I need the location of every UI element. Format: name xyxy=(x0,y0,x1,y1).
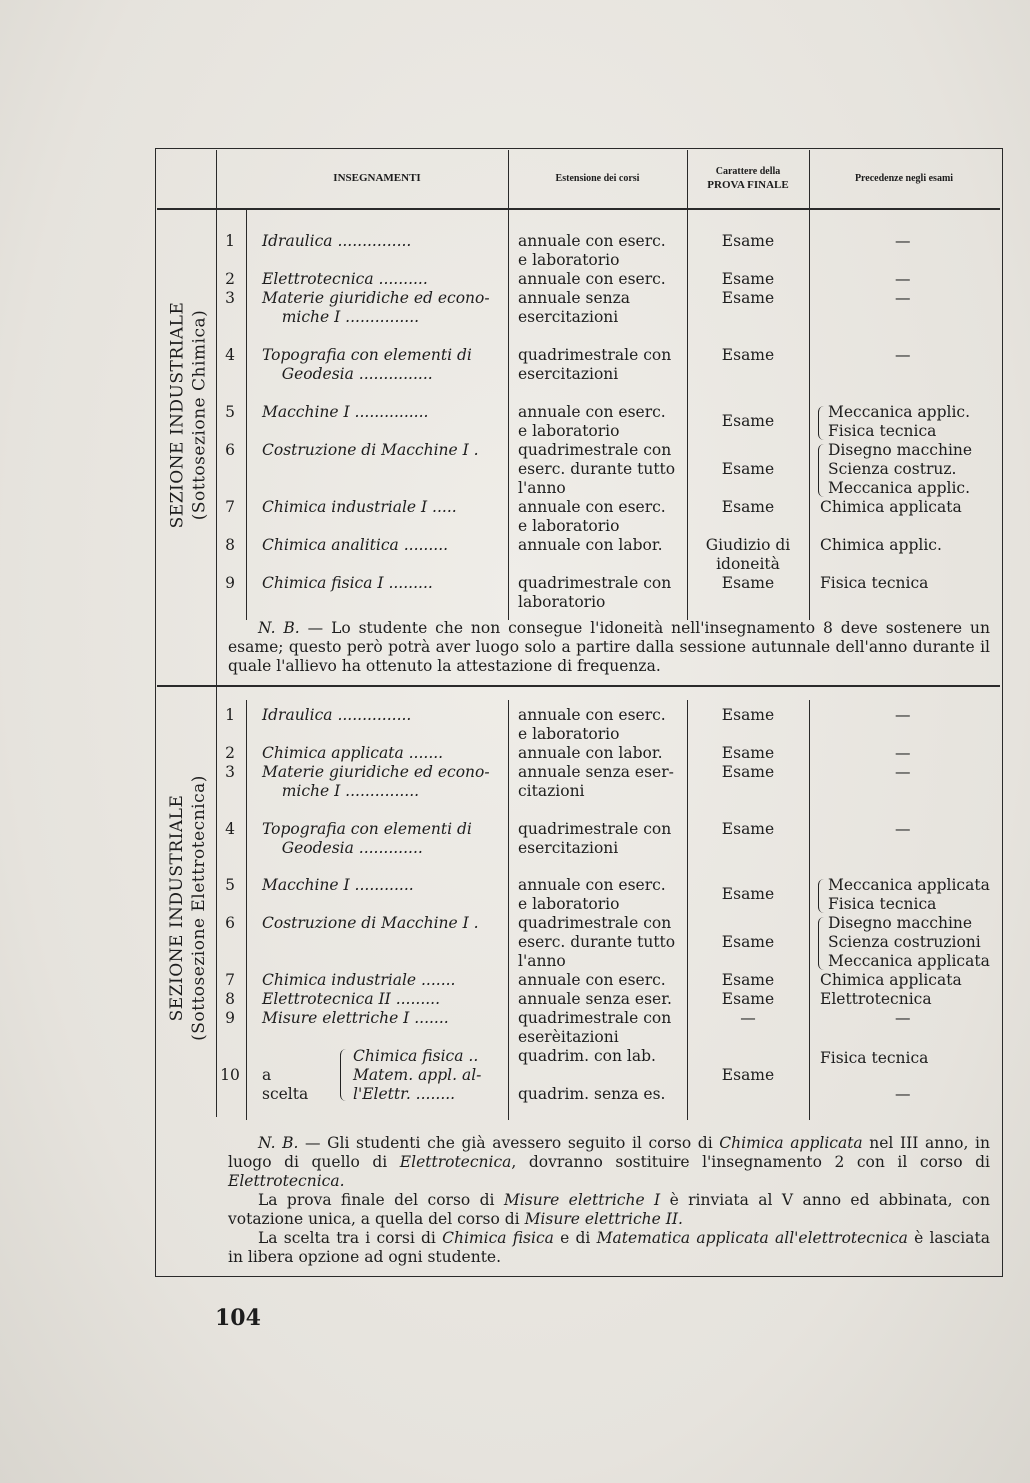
final-exam-type: Esame xyxy=(721,744,775,762)
section2-note xyxy=(228,1134,990,1191)
final-exam-type: — xyxy=(740,1009,756,1027)
row10-car: Esame xyxy=(721,1066,775,1084)
header-carattere-2: PROVA FINALE xyxy=(707,179,789,191)
course-extension: annuale con eserc. e laboratorio xyxy=(518,403,666,440)
row10-ext1: quadrim. con lab. xyxy=(518,1047,656,1065)
row-number: 5 xyxy=(225,876,235,894)
section1-note xyxy=(228,619,990,676)
prerequisites: Chimica applicata xyxy=(820,498,962,516)
course-extension: quadrimestrale con eserc. durante tutto l'anno xyxy=(518,914,676,970)
p2-a: La prova finale del corso di xyxy=(258,1191,495,1209)
col-line-car-2 xyxy=(809,700,810,1120)
row10-ext2: quadrim. senza es. xyxy=(518,1085,666,1103)
prerequisites-brace xyxy=(818,406,824,440)
row10-prec1: Fisica tecnica xyxy=(820,1049,929,1067)
prerequisites: — xyxy=(895,289,911,307)
nb-it-2: Elettrotecnica xyxy=(399,1153,512,1171)
p3-b: e di xyxy=(560,1229,591,1247)
col-line-num xyxy=(246,210,247,620)
row-number: 6 xyxy=(225,441,235,459)
course-extension: quadrimestrale con eserc. durante tutto l'anno xyxy=(518,441,676,497)
header-divider xyxy=(157,208,1000,210)
prerequisites-brace xyxy=(818,444,824,497)
final-exam-type: Esame xyxy=(721,232,775,250)
prerequisites: Disegno macchine Scienza costruz. Meccanica applic. xyxy=(828,441,973,497)
prerequisites: — xyxy=(895,346,911,364)
course-extension: annuale con eserc. e laboratorio xyxy=(518,706,666,743)
subject-name: Chimica fisica I ......... xyxy=(262,574,433,592)
subject-name: Costruzione di Macchine I . xyxy=(262,914,479,932)
prerequisites: Meccanica applicata Fisica tecnica xyxy=(828,876,990,913)
row-number: 7 xyxy=(225,498,235,516)
p3-it-2: Matematica applicata all'elettrotecnica xyxy=(596,1229,908,1247)
prerequisites: — xyxy=(895,763,911,781)
final-exam-type: Esame xyxy=(721,885,775,903)
subject-name: Macchine I ............ xyxy=(262,876,414,894)
section-divider xyxy=(157,685,1000,687)
prerequisites: — xyxy=(895,744,911,762)
nb-it-3: Elettrotecnica. xyxy=(228,1172,345,1190)
nb-it-1: Chimica applicata xyxy=(719,1134,863,1152)
row10-opt2: Matem. appl. al- xyxy=(353,1066,482,1084)
final-exam-type: Esame xyxy=(721,498,775,516)
header-precedenze: Precedenze negli esami xyxy=(854,173,954,184)
course-extension: annuale con eserc. xyxy=(518,971,666,989)
row10-brace xyxy=(340,1049,346,1101)
prerequisites: Elettrotecnica xyxy=(820,990,932,1008)
row-number: 3 xyxy=(225,763,235,781)
row-number: 10 xyxy=(220,1066,240,1084)
course-extension: annuale con eserc. e laboratorio xyxy=(518,498,666,535)
subject-name: Chimica industriale I ..... xyxy=(262,498,457,516)
prerequisites: — xyxy=(895,706,911,724)
prerequisites: Disegno macchine Scienza costruzioni Meccanica applicata xyxy=(828,914,990,970)
row10-prec2: — xyxy=(895,1085,911,1103)
final-exam-type: Esame xyxy=(721,346,775,364)
section2-para2 xyxy=(228,1191,990,1229)
section2-nb-label: N. B. xyxy=(258,1134,299,1152)
section2-label xyxy=(158,700,218,1115)
section2-para3 xyxy=(228,1229,990,1267)
section1-title: SEZIONE INDUSTRIALE xyxy=(167,301,188,528)
row-number: 9 xyxy=(225,1009,235,1027)
course-extension: annuale senza eser- citazioni xyxy=(518,763,674,800)
final-exam-type: Esame xyxy=(721,763,775,781)
header-carattere-1: Carattere della xyxy=(715,166,781,177)
final-exam-type: Esame xyxy=(721,412,775,430)
row-number: 2 xyxy=(225,744,235,762)
section2-title: SEZIONE INDUSTRIALE xyxy=(167,794,188,1021)
course-extension: quadrimestrale con eserèitazioni xyxy=(518,1009,672,1046)
prerequisites: Fisica tecnica xyxy=(820,574,929,592)
subject-name: Idraulica ............... xyxy=(262,232,412,250)
final-exam-type: Esame xyxy=(721,990,775,1008)
row10-scelta: a scelta xyxy=(262,1066,309,1103)
p3-c: è lasciata in libera opzione ad ogni studente. xyxy=(228,1229,990,1266)
subject-name: Idraulica ............... xyxy=(262,706,412,724)
section1-subtitle: (Sottosezione Chimica) xyxy=(189,309,210,520)
prerequisites-brace xyxy=(818,917,824,970)
subject-name: Materie giuridiche ed econo- miche I ............... xyxy=(262,763,490,800)
prerequisites: — xyxy=(895,232,911,250)
row10-opt1: Chimica fisica .. xyxy=(353,1047,479,1065)
section1-nb-label: N. B. xyxy=(258,619,300,637)
course-extension: quadrimestrale con esercitazioni xyxy=(518,346,672,383)
final-exam-type: Esame xyxy=(721,270,775,288)
prerequisites: Chimica applicata xyxy=(820,971,962,989)
subject-name: Macchine I ............... xyxy=(262,403,429,421)
header-estensione: Estensione dei corsi xyxy=(555,173,640,184)
final-exam-type: Esame xyxy=(721,574,775,592)
final-exam-type: Giudizio di idoneità xyxy=(705,536,791,573)
subject-name: Chimica industriale ....... xyxy=(262,971,456,989)
course-extension: annuale con eserc. e laboratorio xyxy=(518,232,666,269)
prerequisites: Meccanica applic. Fisica tecnica xyxy=(828,403,971,440)
row-number: 2 xyxy=(225,270,235,288)
course-extension: annuale con labor. xyxy=(518,536,663,554)
header-insegnamenti: INSEGNAMENTI xyxy=(333,172,421,184)
row-number: 1 xyxy=(225,706,235,724)
subject-name: Topografia con elementi di Geodesia ............. xyxy=(262,820,472,857)
prerequisites-brace xyxy=(818,879,824,913)
col-line-car xyxy=(809,150,810,620)
course-extension: annuale con labor. xyxy=(518,744,663,762)
final-exam-type: Esame xyxy=(721,933,775,951)
section2-subtitle: (Sottosezione Elettrotecnica) xyxy=(189,774,210,1041)
col-line-subject xyxy=(508,150,509,620)
course-extension: quadrimestrale con laboratorio xyxy=(518,574,672,611)
col-line-subject-2 xyxy=(508,700,509,1120)
row-number: 6 xyxy=(225,914,235,932)
subject-name: Chimica analitica ......... xyxy=(262,536,449,554)
subject-name: Materie giuridiche ed econo- miche I ............... xyxy=(262,289,490,326)
row10-opt3: l'Elettr. ........ xyxy=(353,1085,456,1103)
row-number: 4 xyxy=(225,820,235,838)
prerequisites: — xyxy=(895,1009,911,1027)
section1-label xyxy=(158,212,218,617)
course-extension: annuale con eserc. e laboratorio xyxy=(518,876,666,913)
p2-b: è rinviata al V anno ed abbinata, con votazione unica, a quella del corso di xyxy=(228,1191,990,1228)
subject-name: Misure elettriche I ....... xyxy=(262,1009,449,1027)
final-exam-type: Esame xyxy=(721,289,775,307)
course-extension: annuale senza esercitazioni xyxy=(518,289,631,326)
nb-text-b: nel III anno, in luogo di quello di xyxy=(228,1134,990,1171)
final-exam-type: Esame xyxy=(721,706,775,724)
course-extension: annuale con eserc. xyxy=(518,270,666,288)
row-number: 1 xyxy=(225,232,235,250)
nb-text-a: — Gli studenti che già avessero seguito il corso di xyxy=(305,1134,713,1152)
row-number: 8 xyxy=(225,990,235,1008)
section1-nb-text: — Lo studente che non consegue l'idoneità nell'insegnamento 8 deve sostenere un esame; questo però potrà aver luogo solo a partire dalla sessione autunnale dell'anno durante il quale l'allievo ha ottenuto la attestazione di frequenza. xyxy=(228,619,990,675)
row-number: 3 xyxy=(225,289,235,307)
p3-it-1: Chimica fisica xyxy=(442,1229,554,1247)
row-number: 7 xyxy=(225,971,235,989)
row-number: 4 xyxy=(225,346,235,364)
final-exam-type: Esame xyxy=(721,460,775,478)
prerequisites: — xyxy=(895,270,911,288)
final-exam-type: Esame xyxy=(721,820,775,838)
prerequisites: Chimica applic. xyxy=(820,536,942,554)
row-number: 8 xyxy=(225,536,235,554)
p2-it-1: Misure elettriche I xyxy=(503,1191,661,1209)
final-exam-type: Esame xyxy=(721,971,775,989)
subject-name: Costruzione di Macchine I . xyxy=(262,441,479,459)
row-number: 9 xyxy=(225,574,235,592)
prerequisites: — xyxy=(895,820,911,838)
course-extension: annuale senza eser. xyxy=(518,990,672,1008)
row-number: 5 xyxy=(225,403,235,421)
p2-it-2: Misure elettriche II. xyxy=(524,1210,683,1228)
course-extension: quadrimestrale con esercitazioni xyxy=(518,820,672,857)
subject-name: Topografia con elementi di Geodesia ............... xyxy=(262,346,472,383)
subject-name: Elettrotecnica .......... xyxy=(262,270,428,288)
col-line-num-2 xyxy=(246,700,247,1120)
p3-a: La scelta tra i corsi di xyxy=(258,1229,436,1247)
subject-name: Elettrotecnica II ......... xyxy=(262,990,441,1008)
page-number: 104 xyxy=(215,1305,261,1331)
nb-text-c: , dovranno sostituire l'insegnamento 2 con il corso di xyxy=(511,1153,991,1171)
subject-name: Chimica applicata ....... xyxy=(262,744,444,762)
